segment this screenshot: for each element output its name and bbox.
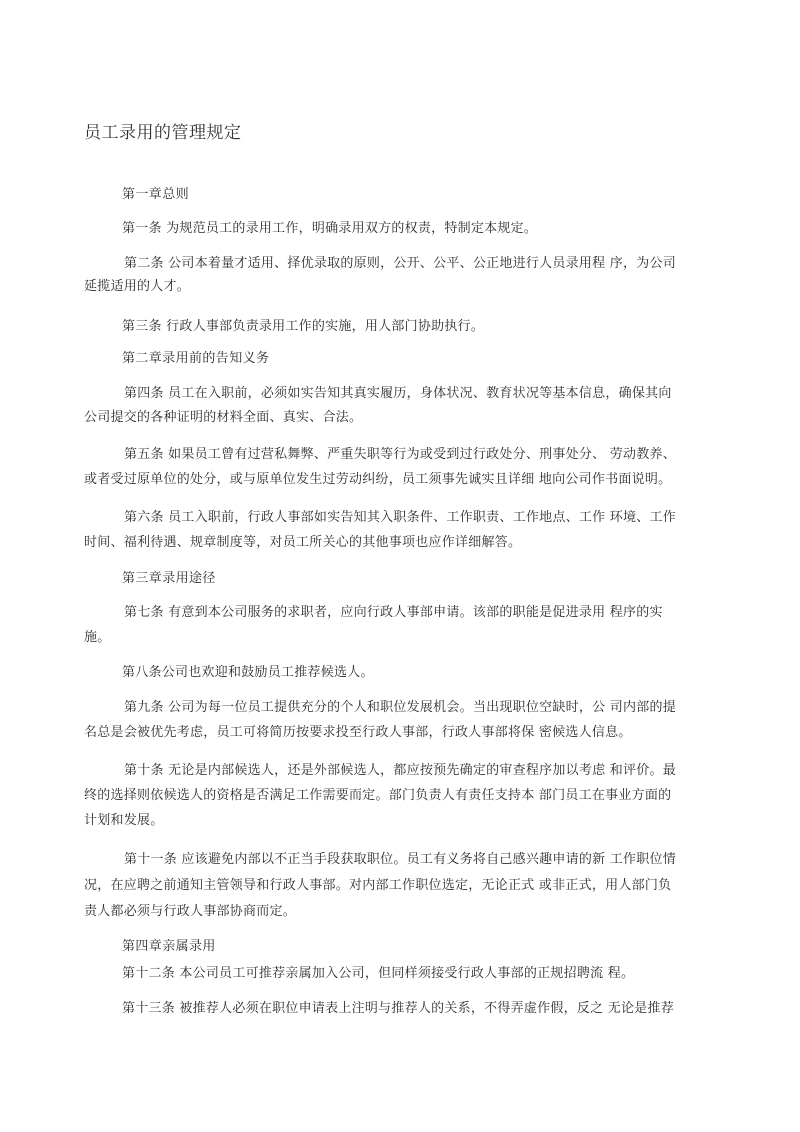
- chapter-4-heading: 第四章亲属录用: [122, 939, 216, 954]
- article-2-line-1: 第二条 公司本着量才适用、择优录取的原则，公开、公平、公正地进行人员录用程 序，为公司: [124, 256, 677, 271]
- article-6-line-1: 第六条 员工入职前，行政人事部如实告知其入职条件、工作职责、工作地点、工作 环境、工作: [124, 510, 677, 525]
- article-11-line-2: 况，在应聘之前通知主管领导和行政人事部。对内部工作职位选定，无论正式 或非正式，用人部门负: [84, 878, 672, 893]
- document-title: 员工录用的管理规定: [84, 123, 242, 143]
- article-10-line-2: 终的选择则依候选人的资格是否满足工作需要而定。部门负责人有责任支持本 部门员工在事业方面的: [84, 788, 672, 803]
- article-2-line-2: 延揽适用的人才。: [84, 279, 191, 294]
- article-4-line-1: 第四条 员工在入职前，必须如实告知其真实履历，身体状况、教育状况等基本信息，确保其向: [124, 386, 672, 401]
- article-11-line-3: 责人都必须与行政人事部协商而定。: [84, 904, 297, 919]
- chapter-1-heading: 第一章总则: [122, 187, 190, 202]
- article-3: 第三条 行政人事部负责录用工作的实施，用人部门协助执行。: [122, 319, 485, 334]
- article-7-line-1: 第七条 有意到本公司服务的求职者，应向行政人事部申请。该部的职能是促进录用 程序的实: [124, 605, 663, 620]
- article-7-line-2: 施。: [84, 630, 111, 645]
- article-5-line-1: 第五条 如果员工曾有过营私舞弊、严重失职等行为或受到过行政处分、刑事处分、 劳动教养、: [124, 447, 677, 462]
- chapter-3-heading: 第三章录用途径: [122, 571, 216, 586]
- article-5-line-2: 或者受过原单位的处分，或与原单位发生过劳动纠纷，员工须事先诚实且详细 地向公司作书面说明。: [84, 472, 672, 487]
- chapter-2-heading: 第二章录用前的告知义务: [122, 351, 270, 366]
- article-11-line-1: 第十一条 应该避免内部以不正当手段获取职位。员工有义务将自己感兴趣申请的新 工作职位情: [124, 852, 677, 867]
- article-1: 第一条 为规范员工的录用工作，明确录用双方的权责，特制定本规定。: [122, 221, 538, 236]
- article-10-line-3: 计划和发展。: [84, 813, 164, 828]
- article-13-line-1: 第十三条 被推荐人必须在职位申请表上注明与推荐人的关系，不得弄虚作假，反之 无论是推荐: [122, 1001, 675, 1016]
- article-12: 第十二条 本公司员工可推荐亲属加入公司，但同样须接受行政人事部的正规招聘流 程。: [122, 966, 635, 981]
- article-10-line-1: 第十条 无论是内部候选人，还是外部候选人，都应按预先确定的审查程序加以考虑 和评价。最: [124, 763, 677, 778]
- article-4-line-2: 公司提交的各种证明的材料全面、真实、合法。: [84, 410, 363, 425]
- article-8: 第八条公司也欢迎和鼓励员工推荐候选人。: [122, 665, 374, 680]
- article-9-line-1: 第九条 公司为每一位员工提供充分的个人和职位发展机会。当出现职位空缺时，公 司内部的提: [124, 700, 677, 715]
- article-6-line-2: 时间、福利待遇、规章制度等，对员工所关心的其他事项也应作详细解答。: [84, 535, 522, 550]
- article-9-line-2: 名总是会被优先考虑，员工可将简历按要求投至行政人事部，行政人事部将保 密候选人信息。: [84, 725, 632, 740]
